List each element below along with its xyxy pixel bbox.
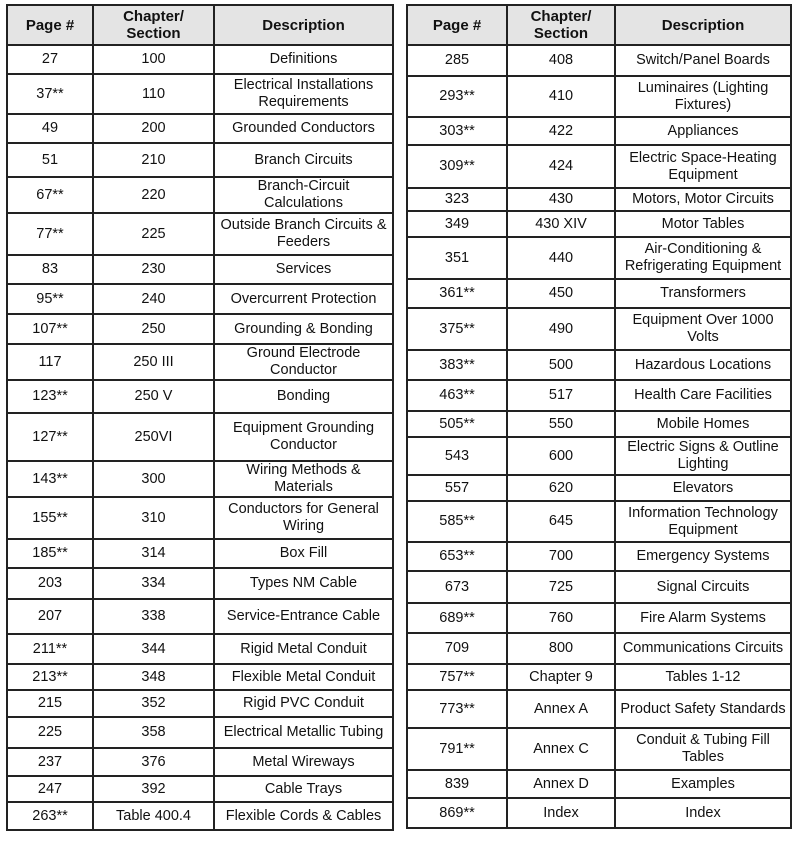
chapter-section-cell: 230	[93, 255, 214, 284]
table-row	[7, 802, 393, 830]
table-row	[407, 437, 791, 475]
chapter-section-cell: 250 III	[93, 344, 214, 380]
page-number-cell: 791**	[407, 728, 507, 770]
page-number-cell: 155**	[7, 497, 93, 539]
table-row	[407, 380, 791, 411]
page-number-cell: 117	[7, 344, 93, 380]
header-page: Page #	[7, 5, 93, 45]
page-number-cell: 185**	[7, 539, 93, 568]
chapter-section-cell: Annex A	[507, 690, 615, 728]
page-number-cell: 37**	[7, 74, 93, 114]
description-cell: Overcurrent Protection	[214, 284, 393, 314]
table-row	[407, 211, 791, 237]
page-number-cell: 543	[407, 437, 507, 475]
description-cell: Electric Signs & Outline Lighting	[615, 437, 791, 475]
description-cell: Electrical Installations Requirements	[214, 74, 393, 114]
chapter-section-cell: 430	[507, 188, 615, 211]
chapter-section-cell: 392	[93, 776, 214, 802]
page-number-cell: 757**	[407, 664, 507, 690]
chapter-section-cell: 408	[507, 45, 615, 76]
chapter-section-cell: 645	[507, 501, 615, 542]
table-row	[407, 542, 791, 571]
table-row	[7, 45, 393, 74]
table-row	[407, 279, 791, 308]
table-row	[7, 776, 393, 802]
page-number-cell: 323	[407, 188, 507, 211]
description-cell: Index	[615, 798, 791, 828]
chapter-section-cell: 800	[507, 633, 615, 664]
chapter-section-cell: 410	[507, 76, 615, 117]
page-number-cell: 383**	[407, 350, 507, 380]
table-row	[7, 284, 393, 314]
chapter-section-cell: 517	[507, 380, 615, 411]
header-description: Description	[615, 5, 791, 45]
chapter-section-cell: 314	[93, 539, 214, 568]
table-row	[7, 380, 393, 413]
description-cell: Equipment Over 1000 Volts	[615, 308, 791, 350]
description-cell: Cable Trays	[214, 776, 393, 802]
left-index-table	[6, 4, 394, 831]
table-row	[7, 177, 393, 213]
page-number-cell: 709	[407, 633, 507, 664]
page-number-cell: 211**	[7, 634, 93, 664]
page-number-cell: 77**	[7, 213, 93, 255]
page-number-cell: 505**	[407, 411, 507, 437]
table-row	[407, 45, 791, 76]
description-cell: Switch/Panel Boards	[615, 45, 791, 76]
chapter-section-cell: 358	[93, 717, 214, 748]
page-number-cell: 773**	[407, 690, 507, 728]
chapter-section-cell: 110	[93, 74, 214, 114]
table-row	[7, 344, 393, 380]
table-row	[407, 411, 791, 437]
description-cell: Definitions	[214, 45, 393, 74]
page-number-cell: 225	[7, 717, 93, 748]
description-cell: Fire Alarm Systems	[615, 603, 791, 633]
chapter-section-cell: 490	[507, 308, 615, 350]
page-number-cell: 653**	[407, 542, 507, 571]
description-cell: Flexible Metal Conduit	[214, 664, 393, 690]
chapter-section-cell: 338	[93, 599, 214, 634]
chapter-section-cell: 450	[507, 279, 615, 308]
chapter-section-cell: 300	[93, 461, 214, 497]
description-cell: Flexible Cords & Cables	[214, 802, 393, 830]
description-cell: Emergency Systems	[615, 542, 791, 571]
page-number-cell: 869**	[407, 798, 507, 828]
description-cell: Box Fill	[214, 539, 393, 568]
chapter-section-cell: 220	[93, 177, 214, 213]
table-row	[7, 143, 393, 177]
description-cell: Electrical Metallic Tubing	[214, 717, 393, 748]
description-cell: Grounding & Bonding	[214, 314, 393, 344]
chapter-section-cell: 310	[93, 497, 214, 539]
description-cell: Luminaires (Lighting Fixtures)	[615, 76, 791, 117]
chapter-section-cell: Table 400.4	[93, 802, 214, 830]
chapter-section-cell: 376	[93, 748, 214, 776]
description-cell: Signal Circuits	[615, 571, 791, 603]
description-cell: Service-Entrance Cable	[214, 599, 393, 634]
table-row	[407, 308, 791, 350]
page-number-cell: 215	[7, 690, 93, 717]
table-row	[407, 145, 791, 188]
chapter-section-cell: 440	[507, 237, 615, 279]
table-row	[407, 798, 791, 828]
page-number-cell: 127**	[7, 413, 93, 461]
chapter-section-cell: 500	[507, 350, 615, 380]
table-row	[407, 728, 791, 770]
page-number-cell: 213**	[7, 664, 93, 690]
table-row	[407, 603, 791, 633]
header-row	[7, 5, 393, 45]
description-cell: Rigid PVC Conduit	[214, 690, 393, 717]
chapter-section-cell: 200	[93, 114, 214, 143]
table-row	[407, 664, 791, 690]
description-cell: Hazardous Locations	[615, 350, 791, 380]
table-row	[407, 117, 791, 145]
table-row	[407, 633, 791, 664]
page-number-cell: 361**	[407, 279, 507, 308]
page-number-cell: 107**	[7, 314, 93, 344]
description-cell: Branch-Circuit Calculations	[214, 177, 393, 213]
chapter-section-cell: 225	[93, 213, 214, 255]
table-row	[407, 571, 791, 603]
description-cell: Wiring Methods & Materials	[214, 461, 393, 497]
description-cell: Health Care Facilities	[615, 380, 791, 411]
page-number-cell: 839	[407, 770, 507, 798]
page-number-cell: 123**	[7, 380, 93, 413]
chapter-section-cell: 348	[93, 664, 214, 690]
table-row	[407, 501, 791, 542]
table-row	[7, 213, 393, 255]
description-cell: Conduit & Tubing Fill Tables	[615, 728, 791, 770]
chapter-section-cell: 240	[93, 284, 214, 314]
table-row	[7, 114, 393, 143]
description-cell: Conductors for General Wiring	[214, 497, 393, 539]
description-cell: Equipment Grounding Conductor	[214, 413, 393, 461]
page-number-cell: 51	[7, 143, 93, 177]
chapter-section-cell: Index	[507, 798, 615, 828]
description-cell: Rigid Metal Conduit	[214, 634, 393, 664]
description-cell: Product Safety Standards	[615, 690, 791, 728]
table-row	[407, 770, 791, 798]
page-number-cell: 83	[7, 255, 93, 284]
description-cell: Information Technology Equipment	[615, 501, 791, 542]
chapter-section-cell: 760	[507, 603, 615, 633]
description-cell: Branch Circuits	[214, 143, 393, 177]
header-chapter-section: Chapter/ Section	[507, 5, 615, 45]
table-row	[7, 461, 393, 497]
chapter-section-cell: 422	[507, 117, 615, 145]
page-number-cell: 303**	[407, 117, 507, 145]
description-cell: Transformers	[615, 279, 791, 308]
table-row	[7, 497, 393, 539]
table-row	[407, 237, 791, 279]
table-row	[7, 255, 393, 284]
table-row	[7, 413, 393, 461]
description-cell: Communications Circuits	[615, 633, 791, 664]
table-row	[7, 599, 393, 634]
table-row	[407, 350, 791, 380]
chapter-section-cell: 430 XIV	[507, 211, 615, 237]
chapter-section-cell: 344	[93, 634, 214, 664]
page-number-cell: 285	[407, 45, 507, 76]
table-row	[407, 475, 791, 501]
page-number-cell: 95**	[7, 284, 93, 314]
description-cell: Motors, Motor Circuits	[615, 188, 791, 211]
page-number-cell: 463**	[407, 380, 507, 411]
description-cell: Mobile Homes	[615, 411, 791, 437]
page-number-cell: 27	[7, 45, 93, 74]
description-cell: Grounded Conductors	[214, 114, 393, 143]
header-row	[407, 5, 791, 45]
description-cell: Examples	[615, 770, 791, 798]
description-cell: Types NM Cable	[214, 568, 393, 599]
table-row	[7, 74, 393, 114]
chapter-section-cell: Annex C	[507, 728, 615, 770]
table-row	[7, 314, 393, 344]
header-chapter-section: Chapter/ Section	[93, 5, 214, 45]
page-number-cell: 143**	[7, 461, 93, 497]
description-cell: Services	[214, 255, 393, 284]
table-row	[7, 717, 393, 748]
page-number-cell: 293**	[407, 76, 507, 117]
chapter-section-cell: 725	[507, 571, 615, 603]
description-cell: Electric Space-Heating Equipment	[615, 145, 791, 188]
chapter-section-cell: Chapter 9	[507, 664, 615, 690]
description-cell: Motor Tables	[615, 211, 791, 237]
table-row	[7, 748, 393, 776]
page-number-cell: 203	[7, 568, 93, 599]
table-row	[7, 634, 393, 664]
page-number-cell: 309**	[407, 145, 507, 188]
chapter-section-cell: 600	[507, 437, 615, 475]
description-cell: Metal Wireways	[214, 748, 393, 776]
header-page: Page #	[407, 5, 507, 45]
page-number-cell: 263**	[7, 802, 93, 830]
header-description: Description	[214, 5, 393, 45]
description-cell: Air-Conditioning & Refrigerating Equipment	[615, 237, 791, 279]
chapter-section-cell: 620	[507, 475, 615, 501]
page-number-cell: 689**	[407, 603, 507, 633]
chapter-section-cell: 334	[93, 568, 214, 599]
page-number-cell: 351	[407, 237, 507, 279]
page-number-cell: 673	[407, 571, 507, 603]
description-cell: Ground Electrode Conductor	[214, 344, 393, 380]
table-row	[7, 690, 393, 717]
table-row	[7, 664, 393, 690]
page-number-cell: 49	[7, 114, 93, 143]
chapter-section-cell: 250VI	[93, 413, 214, 461]
table-row	[407, 188, 791, 211]
chapter-section-cell: 250 V	[93, 380, 214, 413]
description-cell: Bonding	[214, 380, 393, 413]
table-row	[407, 76, 791, 117]
chapter-section-cell: 100	[93, 45, 214, 74]
chapter-section-cell: 352	[93, 690, 214, 717]
description-cell: Elevators	[615, 475, 791, 501]
chapter-section-cell: 250	[93, 314, 214, 344]
chapter-section-cell: 424	[507, 145, 615, 188]
page-number-cell: 67**	[7, 177, 93, 213]
chapter-section-cell: 550	[507, 411, 615, 437]
description-cell: Outside Branch Circuits & Feeders	[214, 213, 393, 255]
page-number-cell: 585**	[407, 501, 507, 542]
table-row	[407, 690, 791, 728]
page-number-cell: 349	[407, 211, 507, 237]
chapter-section-cell: 700	[507, 542, 615, 571]
page-number-cell: 237	[7, 748, 93, 776]
page-number-cell: 557	[407, 475, 507, 501]
right-index-table	[406, 4, 792, 829]
page-number-cell: 375**	[407, 308, 507, 350]
table-row	[7, 568, 393, 599]
table-row	[7, 539, 393, 568]
chapter-section-cell: Annex D	[507, 770, 615, 798]
description-cell: Tables 1-12	[615, 664, 791, 690]
page-number-cell: 247	[7, 776, 93, 802]
chapter-section-cell: 210	[93, 143, 214, 177]
description-cell: Appliances	[615, 117, 791, 145]
page-number-cell: 207	[7, 599, 93, 634]
